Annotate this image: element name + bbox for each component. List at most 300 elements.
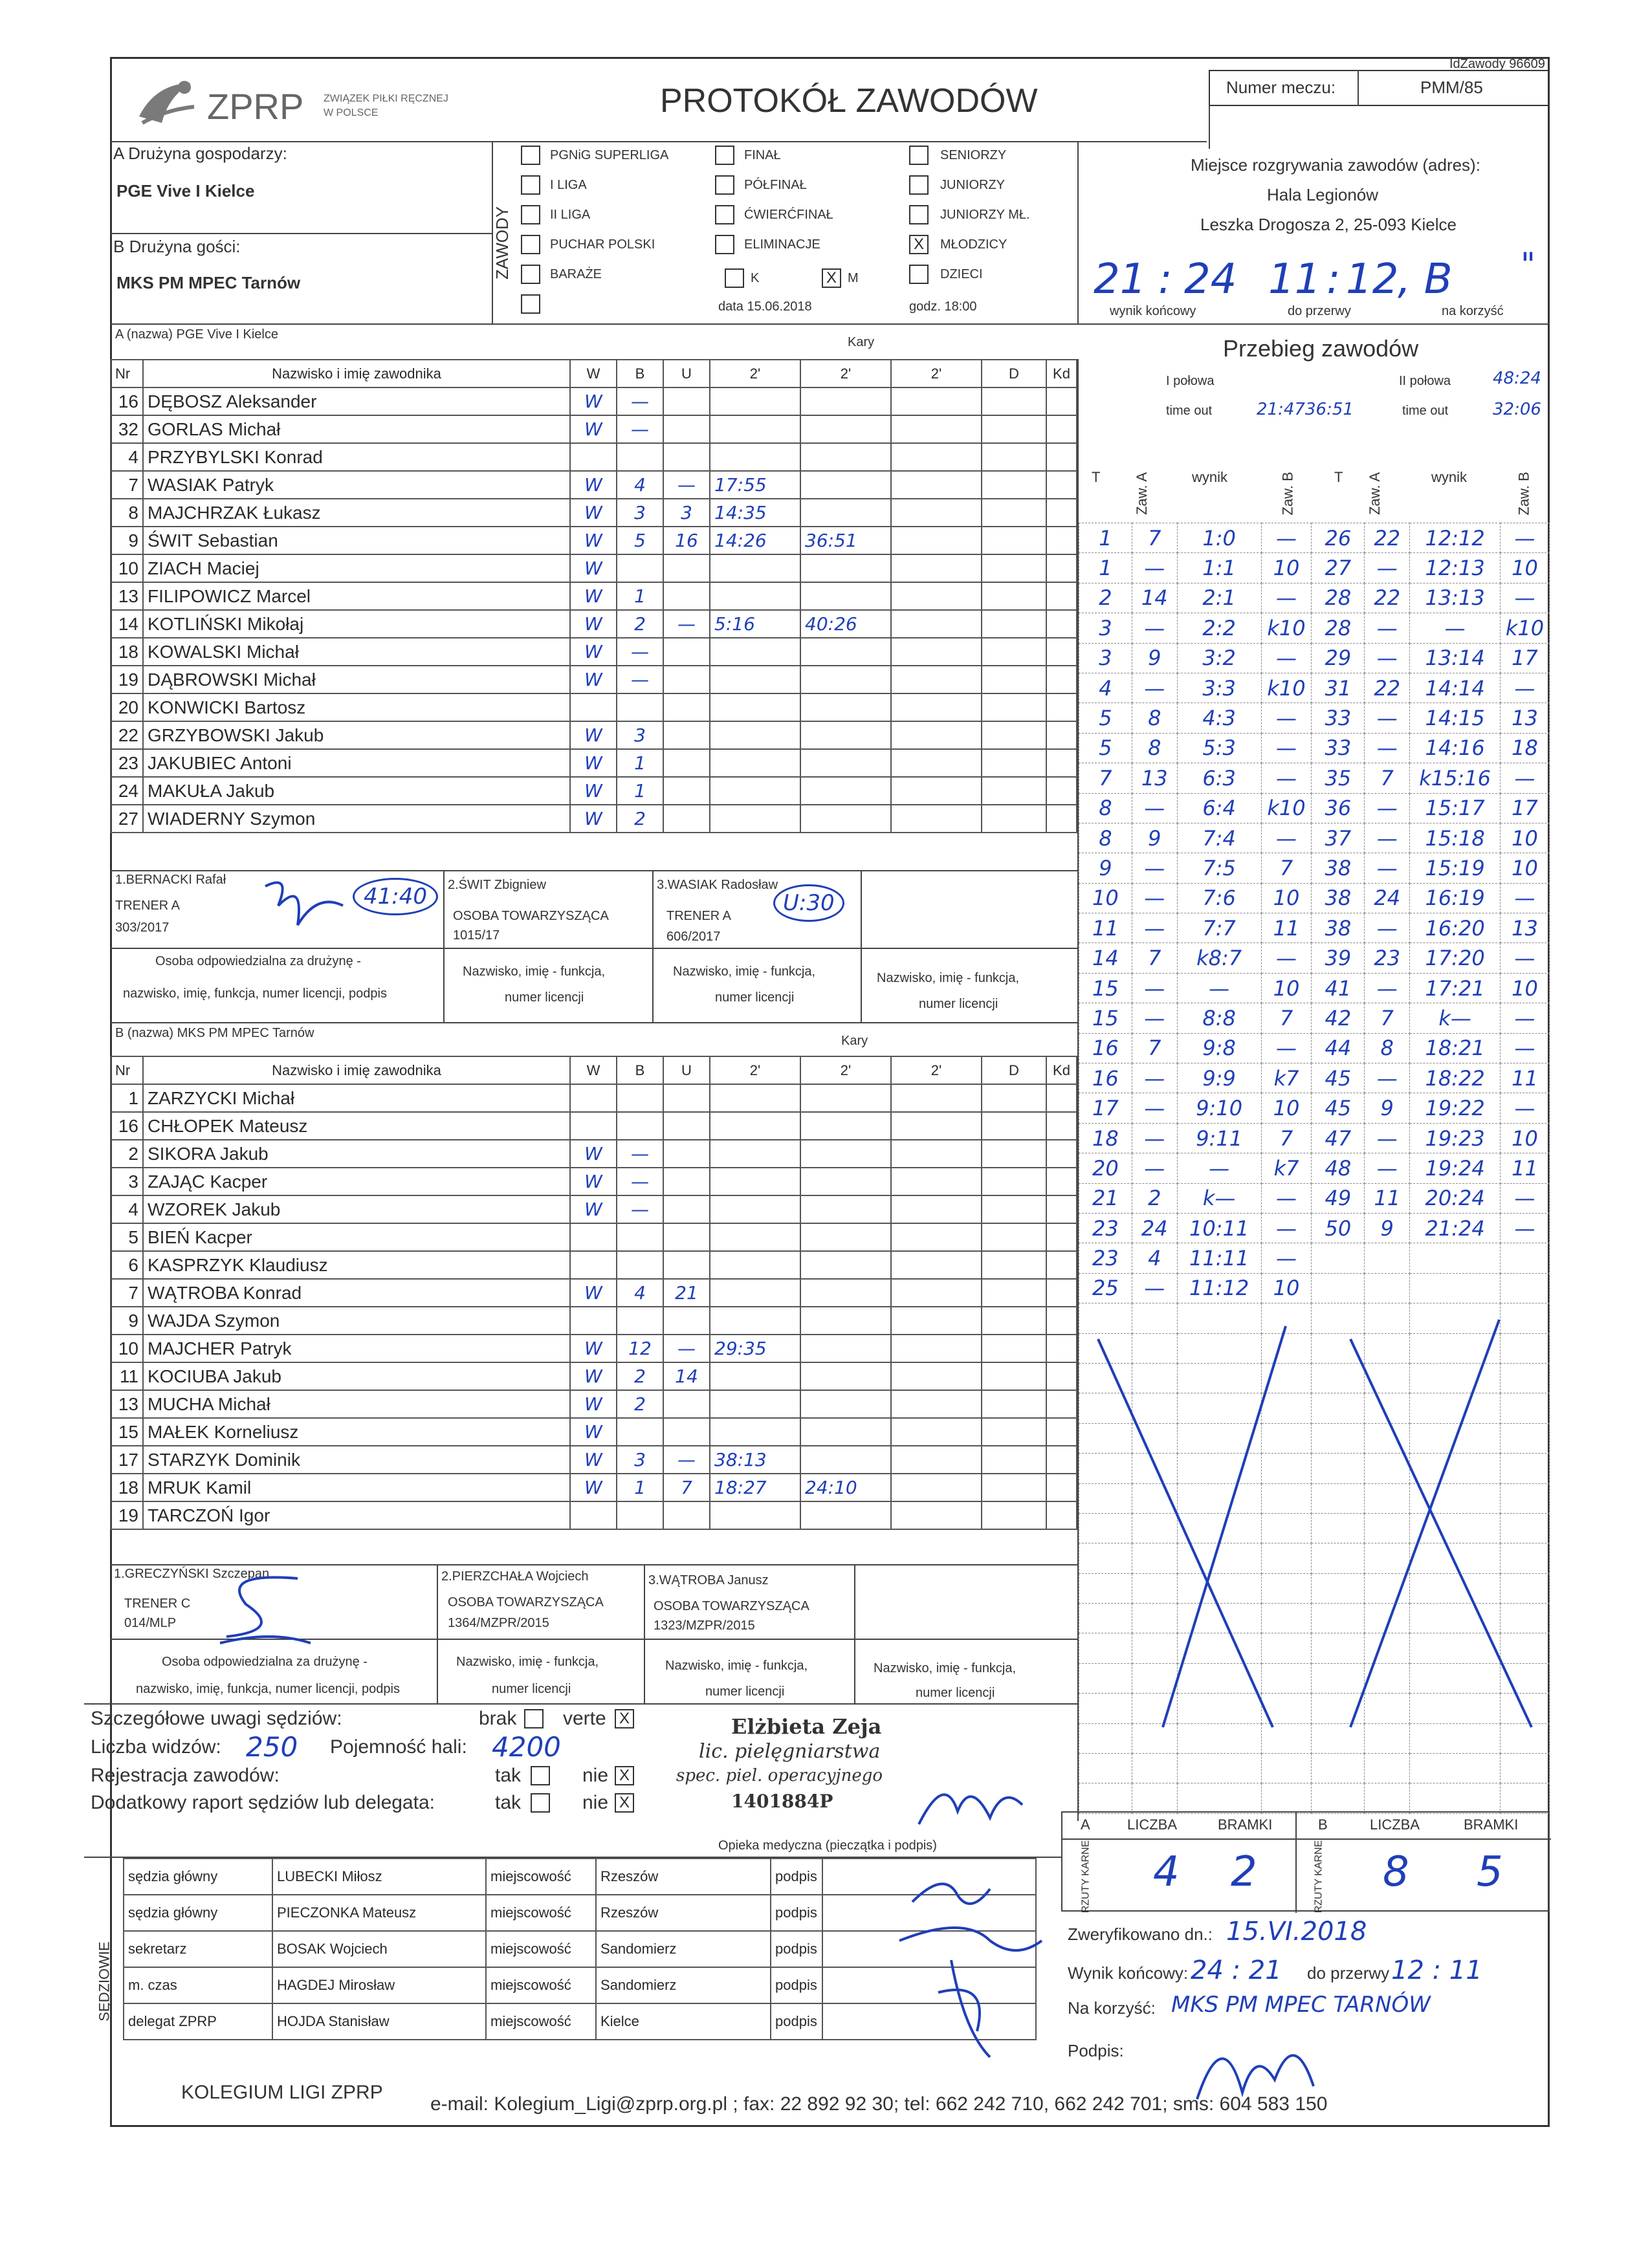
b-player-row: [111, 1140, 1077, 1168]
player-name: TARCZOŃ Igor: [143, 1501, 570, 1529]
progress-row: [1079, 1183, 1550, 1213]
team-b-kary: Kary: [841, 1034, 868, 1048]
player-2min-3: [891, 1501, 982, 1529]
extra-checkbox[interactable]: [521, 294, 540, 314]
superliga-checkbox[interactable]: [521, 146, 540, 165]
player-w: W: [570, 1446, 617, 1474]
progress-t-left: 5: [1079, 703, 1132, 733]
progress-t-left: 21: [1079, 1183, 1132, 1213]
b-off3-lic: 1323/MZPR/2015: [654, 1619, 755, 1633]
puchar-checkbox[interactable]: [521, 235, 540, 254]
player-name: WZOREK Jakub: [143, 1195, 570, 1223]
progress-a-right: —: [1365, 823, 1410, 853]
player-w: W: [570, 749, 617, 777]
player-2min-3: [891, 749, 982, 777]
team-a-name: PGE Vive I Kielce: [116, 181, 255, 201]
progress-score-left: 9:9: [1177, 1063, 1261, 1093]
player-number: 1: [111, 1084, 143, 1112]
progress-t-left: 9: [1079, 853, 1132, 883]
player-goals: [617, 1251, 663, 1279]
player-2min-1: [710, 1084, 800, 1112]
player-2min-3: [891, 1362, 982, 1390]
progress-a-left: 7: [1132, 523, 1177, 553]
player-2min-1: [710, 1195, 800, 1223]
progress-row: [1079, 1093, 1550, 1123]
player-d: [982, 554, 1046, 582]
player-2min-3: [891, 1140, 982, 1168]
player-warning: [663, 582, 710, 610]
player-w: [570, 1251, 617, 1279]
player-w: W: [570, 1362, 617, 1390]
player-2min-3: [891, 1335, 982, 1362]
player-number: 18: [111, 1474, 143, 1501]
numer-value: PMM/85: [1420, 78, 1483, 97]
player-w: W: [570, 1390, 617, 1418]
hdr-b-u: U: [663, 1056, 710, 1084]
half-score-b: 12: [1346, 256, 1399, 303]
progress-b-right: —: [1501, 1033, 1550, 1063]
progress-score-right: 17:20: [1410, 943, 1501, 973]
winner: , B: [1398, 256, 1453, 303]
pen-rzuty-a: RZUTY KARNE: [1080, 1840, 1092, 1914]
half-score-a: 11: [1268, 256, 1321, 303]
eliminacje-checkbox[interactable]: [715, 235, 734, 254]
match-date: data 15.06.2018: [718, 300, 812, 314]
player-2min-2: [800, 1279, 891, 1307]
progress-score-right: 20:24: [1410, 1183, 1501, 1213]
m-checkbox[interactable]: X: [822, 268, 841, 288]
player-kd: [1046, 749, 1077, 777]
player-d: [982, 1501, 1046, 1529]
player-name: MUCHA Michał: [143, 1390, 570, 1418]
player-warning: [663, 777, 710, 805]
b-player-row: [111, 1112, 1077, 1140]
player-name: MAJCHER Patryk: [143, 1335, 570, 1362]
player-2min-2: [800, 443, 891, 471]
player-name: JAKUBIEC Antoni: [143, 749, 570, 777]
progress-a-right: 22: [1365, 583, 1410, 613]
b-resp-label2: nazwisko, imię, funkcja, numer licencji, podpis: [136, 1682, 400, 1696]
col-t-left: T: [1092, 469, 1101, 485]
progress-score-right: 12:12: [1410, 523, 1501, 553]
player-2min-3: [891, 1446, 982, 1474]
progress-b-right: 17: [1501, 643, 1550, 673]
player-warning: [663, 638, 710, 666]
progress-b-right: 13: [1501, 703, 1550, 733]
baraze-checkbox[interactable]: [521, 265, 540, 284]
player-2min-3: [891, 1195, 982, 1223]
progress-a-left: —: [1132, 553, 1177, 583]
progress-a-right: 9: [1365, 1213, 1410, 1243]
progress-row: [1079, 1033, 1550, 1063]
progress-score-right: 17:21: [1410, 973, 1501, 1003]
col-a-right: Zaw. A: [1367, 472, 1383, 516]
progress-t-right: 26: [1312, 523, 1365, 553]
progress-t-left: 1: [1079, 523, 1132, 553]
player-2min-2: [800, 1390, 891, 1418]
progress-row: [1079, 703, 1550, 733]
team-b-label: B Drużyna gości:: [113, 237, 241, 256]
player-2min-3: [891, 1307, 982, 1335]
player-warning: [663, 749, 710, 777]
hdr-b-2b: 2': [800, 1056, 891, 1084]
player-2min-2: [800, 554, 891, 582]
progress-row: [1079, 613, 1550, 643]
player-goals: —: [617, 387, 663, 415]
progress-score-left: 6:3: [1177, 763, 1261, 793]
progress-row: [1079, 553, 1550, 583]
k-checkbox[interactable]: [725, 268, 744, 288]
b-player-row: [111, 1335, 1077, 1362]
player-name: BIEŃ Kacper: [143, 1223, 570, 1251]
player-2min-1: [710, 638, 800, 666]
korzysc-value: MKS PM MPEC TARNÓW: [1171, 1992, 1431, 2018]
player-warning: [663, 805, 710, 833]
player-goals: —: [617, 666, 663, 693]
player-name: FILIPOWICZ Marcel: [143, 582, 570, 610]
a-func-label1-1: Nazwisko, imię - funkcja,: [463, 965, 606, 979]
player-2min-1: [710, 1223, 800, 1251]
pojemnosc-label: Pojemność hali:: [330, 1736, 467, 1758]
hdr-2a: 2': [710, 360, 800, 387]
player-number: 13: [111, 582, 143, 610]
player-2min-2: [800, 582, 891, 610]
player-number: 14: [111, 610, 143, 638]
rap-tak-checkbox[interactable]: [531, 1793, 550, 1813]
player-2min-3: [891, 1251, 982, 1279]
player-2min-3: [891, 1223, 982, 1251]
player-2min-2: [800, 1168, 891, 1195]
progress-t-left: 15: [1079, 973, 1132, 1003]
player-number: 10: [111, 1335, 143, 1362]
baraze-label: BARAŻE: [550, 267, 602, 281]
progress-a-left: 8: [1132, 703, 1177, 733]
iliga-checkbox[interactable]: [521, 175, 540, 195]
player-name: KOTLIŃSKI Mikołaj: [143, 610, 570, 638]
hdr-b-nr: Nr: [111, 1056, 143, 1084]
progress-a-left: 9: [1132, 823, 1177, 853]
player-name: WAJDA Szymon: [143, 1307, 570, 1335]
progress-b-right: 10: [1501, 973, 1550, 1003]
a-func-label2-1: numer licencji: [505, 990, 584, 1005]
player-goals: 3: [617, 721, 663, 749]
seniorzy-checkbox[interactable]: [909, 146, 929, 165]
col-t-right: T: [1334, 469, 1343, 485]
stamp-l1: Elżbieta Zeja: [731, 1714, 882, 1739]
player-d: [982, 499, 1046, 527]
progress-row: [1079, 1243, 1550, 1273]
player-w: W: [570, 582, 617, 610]
a-player-row: [111, 499, 1077, 527]
player-2min-1: [710, 666, 800, 693]
rap-nie-checkbox[interactable]: X: [615, 1793, 634, 1813]
player-2min-1: [710, 1279, 800, 1307]
player-d: [982, 1084, 1046, 1112]
player-kd: [1046, 1390, 1077, 1418]
progress-t-right: 37: [1312, 823, 1365, 853]
progress-score-right: 13:14: [1410, 643, 1501, 673]
progress-a-left: —: [1132, 883, 1177, 913]
player-goals: [617, 1223, 663, 1251]
player-2min-1: 29:35: [710, 1335, 800, 1362]
progress-score-left: 10:11: [1177, 1213, 1261, 1243]
verte-checkbox[interactable]: X: [615, 1709, 634, 1728]
player-2min-1: [710, 693, 800, 721]
player-d: [982, 805, 1046, 833]
progress-score-left: k—: [1177, 1183, 1261, 1213]
progress-t-right: [1312, 1273, 1365, 1303]
venue-line1: Hala Legionów: [1267, 185, 1379, 204]
col-a-left: Zaw. A: [1134, 472, 1150, 516]
a-off2-name: 2.ŚWIT Zbigniew: [448, 878, 546, 892]
cross-out-marks: [1079, 1300, 1550, 1753]
juniorzy-ml-checkbox[interactable]: [909, 205, 929, 224]
progress-a-left: —: [1132, 913, 1177, 943]
progress-b-left: 10: [1261, 883, 1312, 913]
progress-a-right: [1365, 1243, 1410, 1273]
player-name: DĄBROWSKI Michał: [143, 666, 570, 693]
progress-b-left: —: [1261, 943, 1312, 973]
player-goals: 12: [617, 1335, 663, 1362]
player-w: W: [570, 1335, 617, 1362]
player-2min-1: 14:35: [710, 499, 800, 527]
player-2min-1: [710, 1168, 800, 1195]
rej-nie-checkbox[interactable]: X: [615, 1766, 634, 1785]
pen-a: A: [1081, 1816, 1090, 1833]
pen-a-liczba-val: 4: [1153, 1848, 1180, 1896]
b-off1-name: 1.GRECZYŃSKI Szczepan: [114, 1567, 270, 1581]
player-w: W: [570, 415, 617, 443]
progress-score-left: 6:4: [1177, 793, 1261, 823]
brak-label: brak: [479, 1708, 517, 1729]
logo-text: ZPRP: [207, 86, 304, 127]
progress-score-right: [1410, 1243, 1501, 1273]
coach-b-signature: [207, 1565, 324, 1650]
juniorzy-checkbox[interactable]: [909, 175, 929, 195]
player-2min-2: [800, 1418, 891, 1446]
b-off3-role: OSOBA TOWARZYSZĄCA: [654, 1599, 809, 1613]
progress-a-right: 11: [1365, 1183, 1410, 1213]
player-2min-3: [891, 387, 982, 415]
player-number: 18: [111, 638, 143, 666]
player-w: [570, 1307, 617, 1335]
progress-t-left: 25: [1079, 1273, 1132, 1303]
player-number: 11: [111, 1362, 143, 1390]
progress-row: [1079, 913, 1550, 943]
mlodzicy-checkbox[interactable]: X: [909, 235, 929, 254]
player-name: WIADERNY Szymon: [143, 805, 570, 833]
mlodzicy-label: MŁODZICY: [940, 237, 1007, 252]
player-2min-2: [800, 1307, 891, 1335]
player-w: W: [570, 1279, 617, 1307]
player-number: 27: [111, 805, 143, 833]
progress-b-left: 11: [1261, 913, 1312, 943]
progress-a-right: 22: [1365, 523, 1410, 553]
progress-a-left: 7: [1132, 1033, 1177, 1063]
seniorzy-label: SENIORZY: [940, 148, 1007, 162]
player-number: 17: [111, 1446, 143, 1474]
a-player-row: [111, 805, 1077, 833]
progress-t-right: 28: [1312, 613, 1365, 643]
player-2min-3: [891, 554, 982, 582]
progress-t-left: 15: [1079, 1003, 1132, 1033]
a-player-row: [111, 415, 1077, 443]
progress-score-right: 14:14: [1410, 673, 1501, 703]
referee-role: sędzia główny: [124, 1859, 272, 1895]
progress-b-right: —: [1501, 883, 1550, 913]
player-warning: 21: [663, 1279, 710, 1307]
player-2min-1: [710, 749, 800, 777]
player-2min-2: [800, 1084, 891, 1112]
progress-a-right: 24: [1365, 883, 1410, 913]
superliga-label: PGNiG SUPERLIGA: [550, 148, 669, 162]
player-name: PRZYBYLSKI Konrad: [143, 443, 570, 471]
progress-b-left: 10: [1261, 1273, 1312, 1303]
progress-t-left: 17: [1079, 1093, 1132, 1123]
zweryf-label: Zweryfikowano dn.:: [1068, 1925, 1213, 1944]
venue-line2: Leszka Drogosza 2, 25-093 Kielce: [1200, 215, 1457, 234]
progress-a-left: 14: [1132, 583, 1177, 613]
progress-a-right: 9: [1365, 1093, 1410, 1123]
half2-label: II połowa: [1399, 374, 1451, 388]
iiliga-checkbox[interactable]: [521, 205, 540, 224]
quarterfinal-checkbox[interactable]: [715, 205, 734, 224]
a-off1-mark: 41:40: [353, 878, 438, 915]
progress-row: [1079, 1123, 1550, 1153]
remarks: [91, 1708, 660, 1821]
progress-t-left: 23: [1079, 1213, 1132, 1243]
referee-role: delegat ZPRP: [124, 2003, 272, 2040]
player-number: 16: [111, 1112, 143, 1140]
rej-tak-label: tak: [495, 1765, 522, 1786]
referee-sign-label: podpis: [771, 2003, 822, 2040]
progress-score-right: 21:24: [1410, 1213, 1501, 1243]
brak-checkbox[interactable]: [524, 1709, 544, 1728]
player-number: 8: [111, 499, 143, 527]
player-2min-1: [710, 443, 800, 471]
player-kd: [1046, 443, 1077, 471]
player-warning: 16: [663, 527, 710, 554]
medical-caption: Opieka medyczna (pieczątka i podpis): [718, 1838, 937, 1853]
referee-sign-label: podpis: [771, 1859, 822, 1895]
player-kd: [1046, 610, 1077, 638]
progress-score-right: 18:22: [1410, 1063, 1501, 1093]
rejestracja-label: Rejestracja zawodów:: [91, 1765, 280, 1786]
progress-row: [1079, 973, 1550, 1003]
player-kd: [1046, 1195, 1077, 1223]
referee-role: m. czas: [124, 1967, 272, 2003]
referee-city: Rzeszów: [596, 1859, 771, 1895]
player-2min-2: [800, 666, 891, 693]
player-d: [982, 666, 1046, 693]
progress-b-right: —: [1501, 763, 1550, 793]
player-goals: [617, 443, 663, 471]
player-warning: 3: [663, 499, 710, 527]
b-player-row: [111, 1251, 1077, 1279]
a-player-row: [111, 443, 1077, 471]
player-2min-3: [891, 805, 982, 833]
player-2min-1: [710, 1418, 800, 1446]
progress-b-right: 11: [1501, 1153, 1550, 1183]
progress-a-left: 9: [1132, 643, 1177, 673]
player-2min-3: [891, 1474, 982, 1501]
progress-score-right: [1410, 1273, 1501, 1303]
progress-t-right: 38: [1312, 853, 1365, 883]
player-number: 2: [111, 1140, 143, 1168]
player-2min-2: [800, 499, 891, 527]
stamp-l2: lic. pielęgniarstwa: [699, 1740, 881, 1763]
b-func-label1-2: Nazwisko, imię - funkcja,: [665, 1659, 808, 1673]
progress-a-right: —: [1365, 613, 1410, 643]
a-player-row: [111, 471, 1077, 499]
referee-role: sekretarz: [124, 1931, 272, 1967]
player-2min-1: [710, 582, 800, 610]
player-goals: 1: [617, 1474, 663, 1501]
player-2min-1: [710, 1112, 800, 1140]
progress-score-right: 16:20: [1410, 913, 1501, 943]
player-2min-3: [891, 777, 982, 805]
hdr-d: D: [982, 360, 1046, 387]
player-d: [982, 1168, 1046, 1195]
coach-a-signature: [252, 867, 362, 938]
progress-b-right: [1501, 1273, 1550, 1303]
player-name: DĘBOSZ Aleksander: [143, 387, 570, 415]
player-d: [982, 1390, 1046, 1418]
player-kd: [1046, 1251, 1077, 1279]
player-name: WASIAK Patryk: [143, 471, 570, 499]
player-d: [982, 1279, 1046, 1307]
semifinal-checkbox[interactable]: [715, 175, 734, 195]
player-d: [982, 1474, 1046, 1501]
progress-a-right: —: [1365, 1153, 1410, 1183]
b-player-row: [111, 1168, 1077, 1195]
player-d: [982, 1251, 1046, 1279]
player-2min-3: [891, 1168, 982, 1195]
progress-a-left: 13: [1132, 763, 1177, 793]
dzieci-checkbox[interactable]: [909, 265, 929, 284]
team-a-label: A Drużyna gospodarzy:: [113, 144, 287, 163]
player-warning: [663, 1140, 710, 1168]
raport-label: Dodatkowy raport sędziów lub delegata:: [91, 1792, 435, 1813]
verification-signature: [1184, 2009, 1352, 2106]
player-2min-2: [800, 805, 891, 833]
player-2min-2: 40:26: [800, 610, 891, 638]
progress-b-right: 10: [1501, 553, 1550, 583]
progress-b-left: —: [1261, 583, 1312, 613]
col-b-right: Zaw. B: [1515, 472, 1532, 516]
player-w: [570, 693, 617, 721]
a-off1-name: 1.BERNACKI Rafał: [115, 873, 226, 887]
b-player-row: [111, 1474, 1077, 1501]
progress-score-right: 19:23: [1410, 1123, 1501, 1153]
progress-b-left: —: [1261, 1243, 1312, 1273]
player-number: 9: [111, 1307, 143, 1335]
progress-t-right: 31: [1312, 673, 1365, 703]
player-name: MAJCHRZAK Łukasz: [143, 499, 570, 527]
a-player-row: [111, 638, 1077, 666]
player-name: MAKUŁA Jakub: [143, 777, 570, 805]
progress-b-right: 11: [1501, 1063, 1550, 1093]
progress-b-right: 13: [1501, 913, 1550, 943]
final-checkbox[interactable]: [715, 146, 734, 165]
b-player-row: [111, 1279, 1077, 1307]
pen-liczba-a: LICZBA: [1127, 1816, 1178, 1833]
player-d: [982, 749, 1046, 777]
player-number: 20: [111, 693, 143, 721]
rej-tak-checkbox[interactable]: [531, 1766, 550, 1785]
progress-a-right: —: [1365, 1123, 1410, 1153]
progress-t-right: 48: [1312, 1153, 1365, 1183]
